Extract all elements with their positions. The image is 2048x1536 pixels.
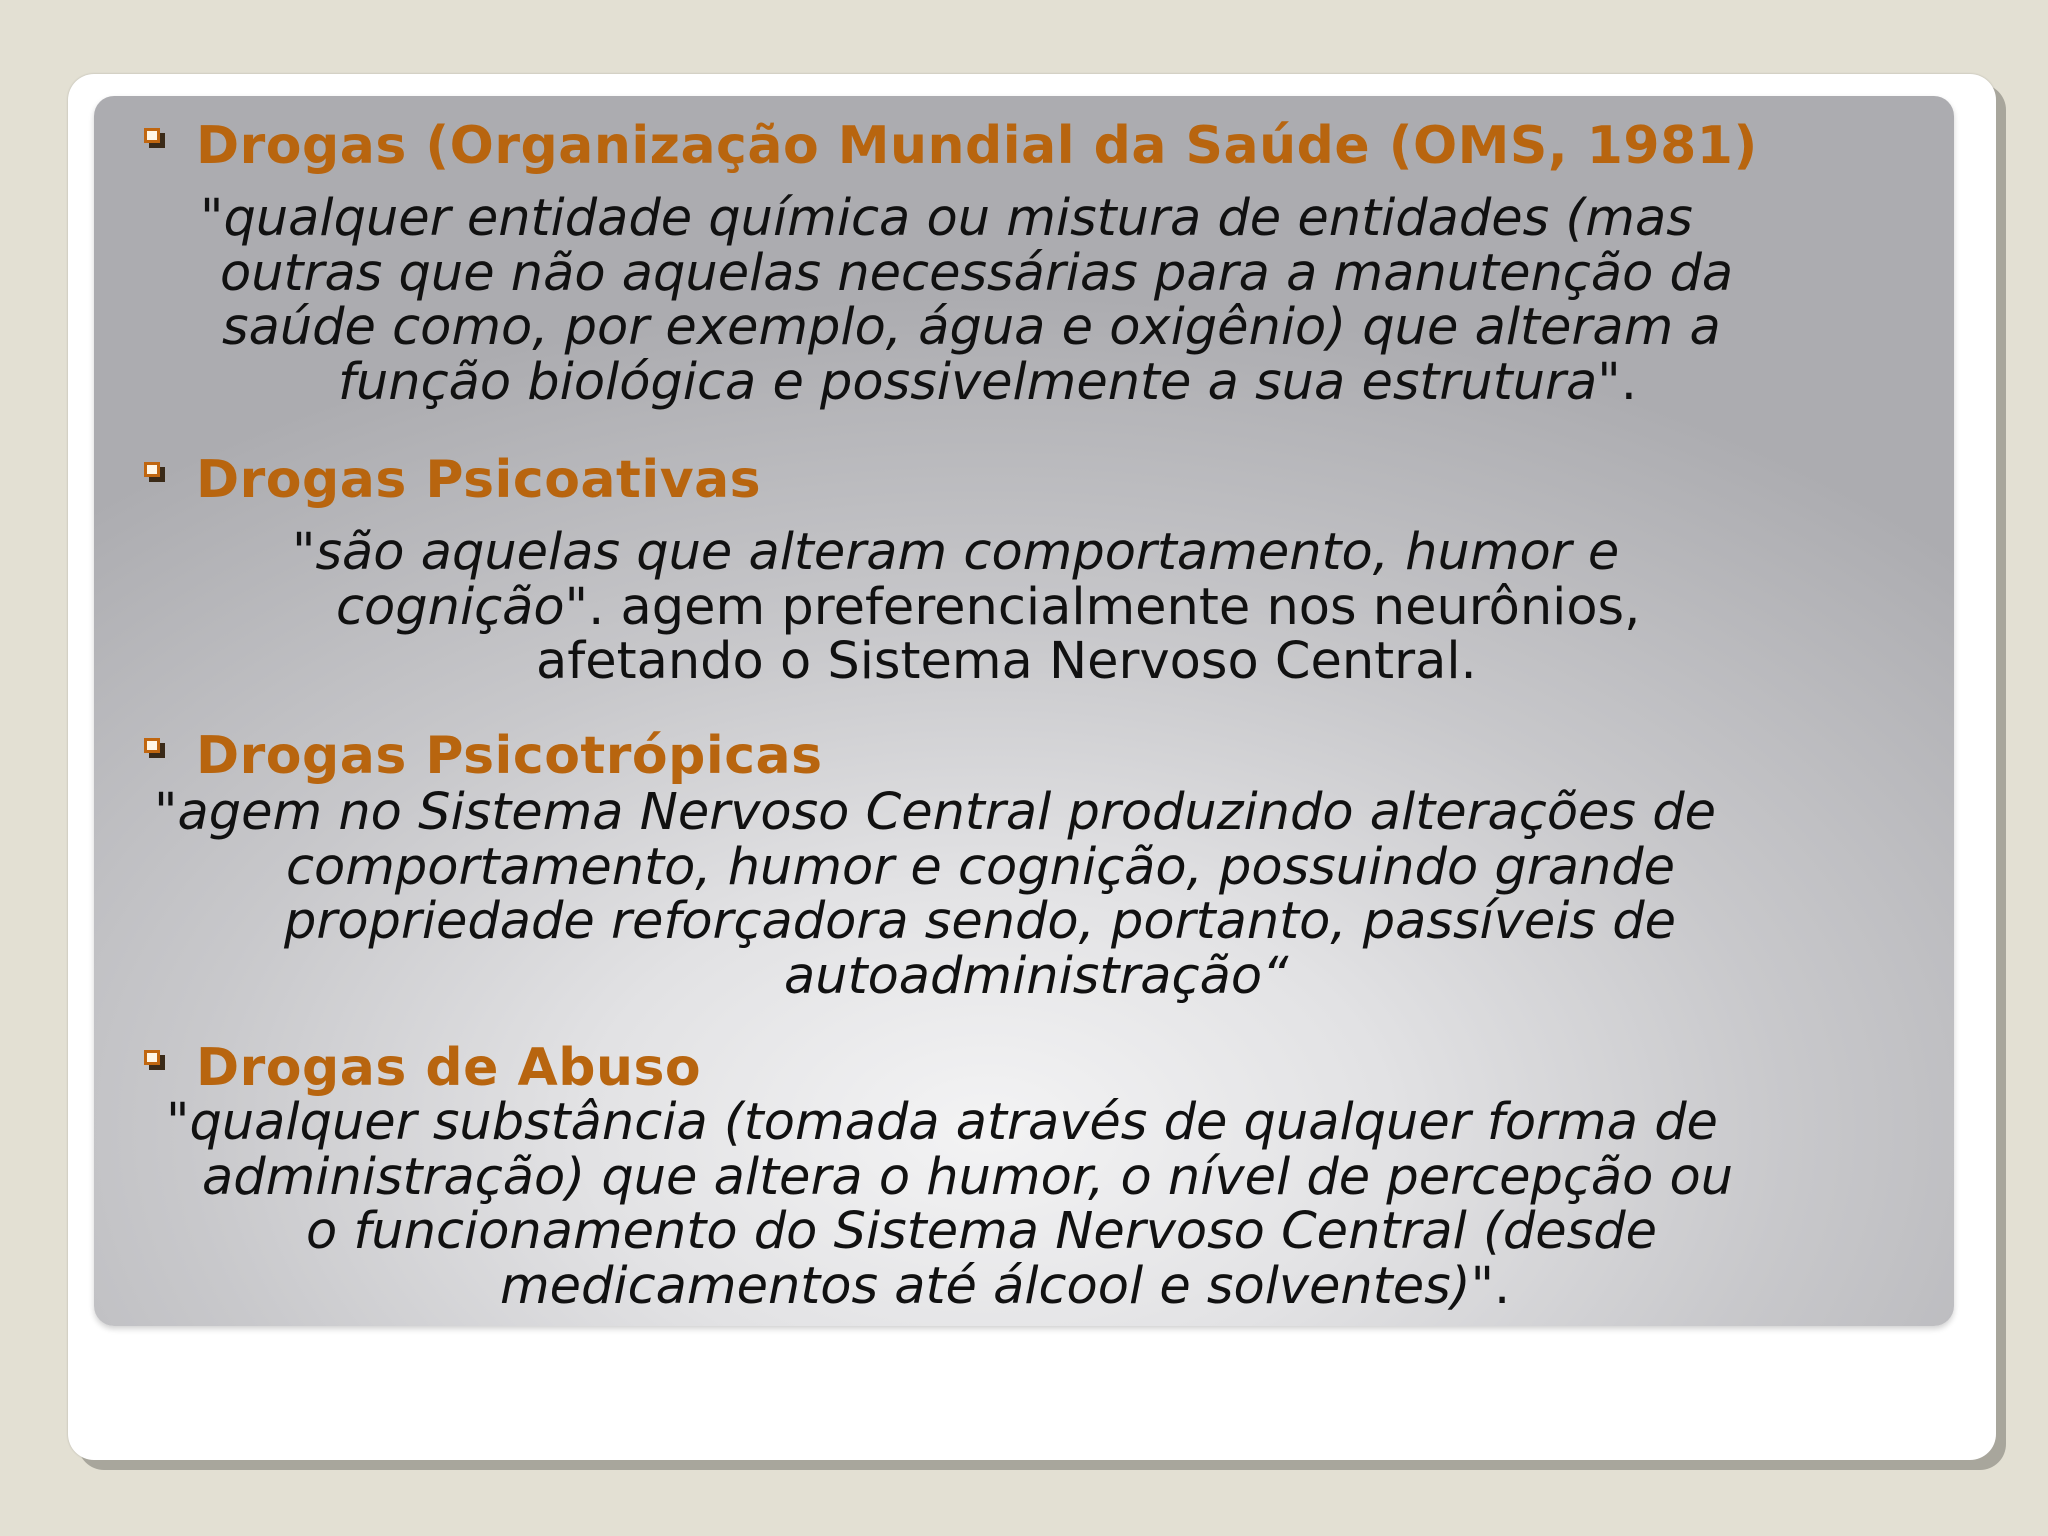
text-segment: medicamentos até álcool e solventes) <box>500 1256 1471 1316</box>
text-segment: afetando o Sistema Nervoso Central. <box>536 632 1477 691</box>
text-segment: comportamento, humor e cognição, possuindo grande <box>286 837 1676 897</box>
text-segment: ". <box>1470 1256 1511 1316</box>
definition-line <box>500 1256 1511 1316</box>
definition-line <box>292 523 1620 582</box>
section-heading-text: Drogas Psicotrópicas <box>196 726 823 786</box>
text-segment: ". <box>1597 352 1637 412</box>
definition-line <box>536 632 1477 691</box>
text-segment: cognição <box>336 577 565 637</box>
square-bullet-icon <box>144 462 166 482</box>
section-heading-text: Drogas de Abuso <box>196 1038 702 1098</box>
definition-line <box>784 946 1289 1006</box>
square-bullet-icon <box>144 128 166 148</box>
definition-line <box>336 577 1641 637</box>
square-bullet-icon <box>144 738 166 758</box>
definition-line <box>286 837 1676 897</box>
square-bullet-icon <box>144 1050 166 1070</box>
section-heading <box>144 450 761 510</box>
text-segment: "qualquer entidade química ou mistura de entidades (mas <box>200 189 1693 248</box>
definition-line <box>154 783 1716 842</box>
definition-line <box>306 1202 1657 1261</box>
definition-line <box>338 352 1637 412</box>
slide-content-panel <box>94 96 1954 1326</box>
text-segment: "agem no Sistema Nervoso Central produzindo alterações de <box>154 783 1716 842</box>
text-segment: saúde como, por exemplo, água e oxigênio) que alteram a <box>222 298 1721 357</box>
section-heading <box>144 116 1758 176</box>
text-segment: ". agem preferencialmente nos neurônios, <box>564 577 1641 637</box>
section-heading-text: Drogas (Organização Mundial da Saúde (OMS, 1981) <box>196 116 1758 176</box>
text-segment: o funcionamento do Sistema Nervoso Central (desde <box>306 1202 1657 1261</box>
text-segment: função biológica e possivelmente a sua estrutura <box>338 352 1598 412</box>
text-segment: autoadministração“ <box>784 946 1289 1006</box>
text-segment: administração) que altera o humor, o nível de percepção ou <box>202 1147 1734 1207</box>
text-segment: "são aquelas que alteram comportamento, humor e <box>292 523 1620 582</box>
definition-line <box>284 892 1676 951</box>
text-segment: "qualquer substância (tomada através de qualquer forma de <box>166 1093 1718 1152</box>
section-heading <box>144 726 823 786</box>
definition-line <box>222 298 1721 357</box>
section-heading <box>144 1038 701 1098</box>
text-segment: outras que não aquelas necessárias para a manutenção da <box>220 243 1734 303</box>
definition-line <box>202 1147 1734 1207</box>
definition-line <box>220 243 1734 303</box>
definition-line <box>200 189 1693 248</box>
text-segment: propriedade reforçadora sendo, portanto, passíveis de <box>284 892 1676 951</box>
definition-line <box>166 1093 1718 1152</box>
section-heading-text: Drogas Psicoativas <box>196 450 762 510</box>
